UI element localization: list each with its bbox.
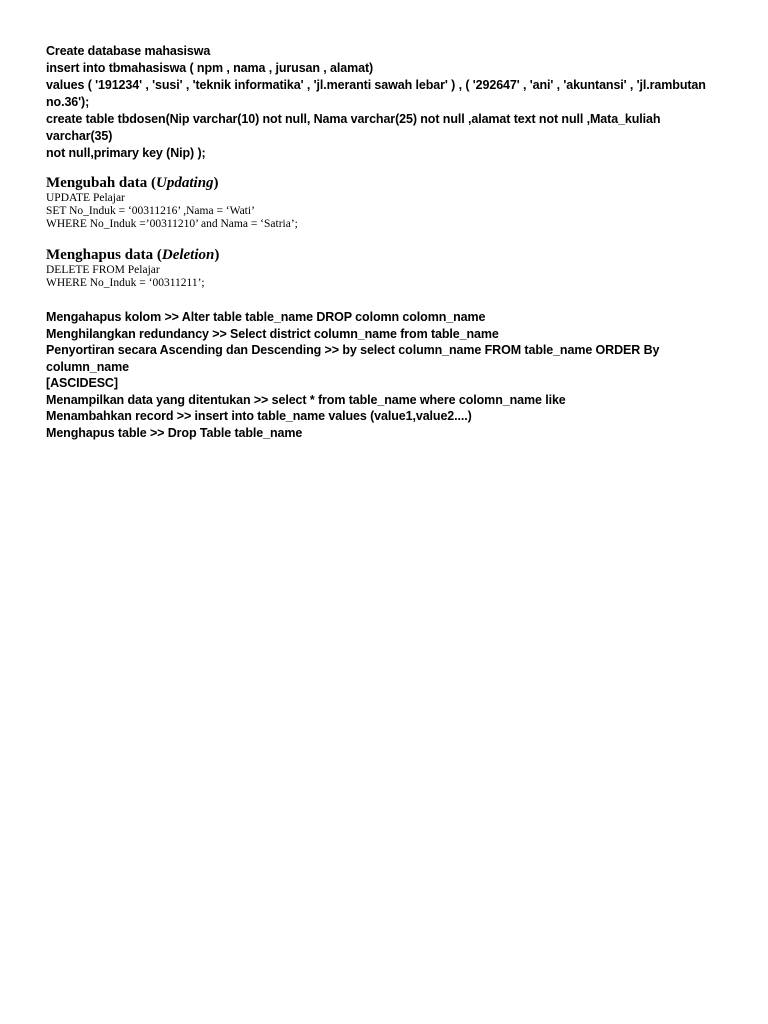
command-line: Menambahkan record >> insert into table_name values (value1,value2....) <box>46 409 472 423</box>
intro-line: insert into tbmahasiswa ( npm , nama , jurusan , alamat) <box>46 61 374 75</box>
update-heading-prefix: Mengubah data ( <box>46 175 157 191</box>
delete-section <box>46 246 726 290</box>
delete-heading <box>46 246 726 264</box>
intro-line: not null,primary key (Nip) ); <box>46 146 206 160</box>
spacer <box>46 162 726 174</box>
command-line: Menghilangkan redundancy >> Select district column_name from table_name <box>46 326 499 341</box>
delete-line: DELETE FROM Pelajar <box>46 264 160 276</box>
intro-line: values ( '191234' , 'susi' , 'teknik informatika' , 'jl.meranti sawah lebar' ) , ( '292647' , 'ani' , 'akuntansi' , 'jl.rambutan <box>46 78 706 92</box>
commands-block <box>46 309 726 441</box>
intro-block <box>46 43 726 162</box>
command-line: Penyortiran secara Ascending dan Descending >> by select column_name FROM table_name ORDER By column_name <box>46 343 663 374</box>
update-line: WHERE No_Induk =’00311210’ and Nama = ‘Satria’; <box>46 218 298 230</box>
spacer <box>46 231 726 246</box>
intro-line: no.36'); <box>46 95 90 109</box>
command-line: Menampilkan data yang ditentukan >> select * from table_name where colomn_name like <box>46 392 566 407</box>
command-line: Menghapus table >> Drop Table table_name <box>46 425 303 440</box>
delete-heading-emphasis: Deletion <box>161 247 215 263</box>
update-line: SET No_Induk = ‘00311216’ ,Nama = ‘Wati’ <box>46 205 255 217</box>
document-page <box>46 43 726 441</box>
update-heading <box>46 174 726 192</box>
delete-heading-prefix: Menghapus data ( <box>46 247 162 263</box>
command-line: [ASCIDESC] <box>46 376 118 390</box>
update-section <box>46 174 726 231</box>
delete-heading-suffix: ) <box>214 247 220 263</box>
update-line: UPDATE Pelajar <box>46 192 125 204</box>
spacer <box>46 290 726 309</box>
delete-line: WHERE No_Induk = ‘00311211’; <box>46 277 205 289</box>
update-heading-emphasis: Updating <box>156 175 214 191</box>
update-heading-suffix: ) <box>213 175 219 191</box>
intro-line: Create database mahasiswa <box>46 44 211 58</box>
command-line: Mengahapus kolom >> Alter table table_name DROP colomn colomn_name <box>46 310 486 324</box>
intro-line: create table tbdosen(Nip varchar(10) not null, Nama varchar(25) not null ,alamat text not null ,Mata_kuliah varchar(35) <box>46 112 664 143</box>
